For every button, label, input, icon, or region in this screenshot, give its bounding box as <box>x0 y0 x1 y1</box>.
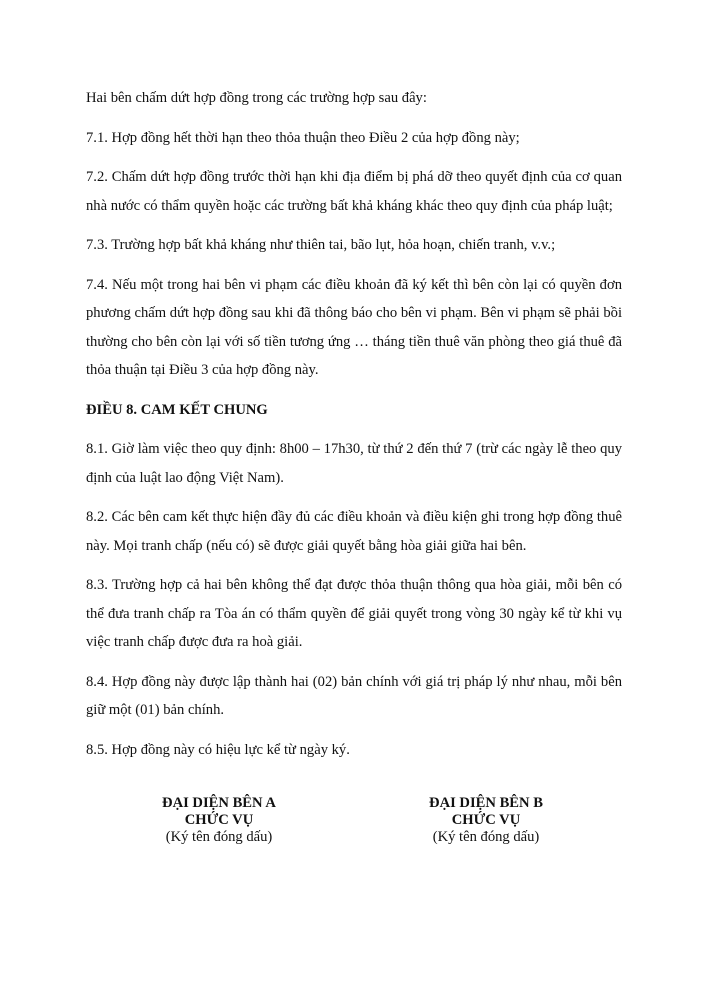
clause-7-4: 7.4. Nếu một trong hai bên vi phạm các điều khoản đã ký kết thì bên còn lại có quyền đơn phương chấm dứt hợp đồng sau khi đã thông báo cho bên vi phạm. Bên vi phạm sẽ phải bồi thường cho bên còn lại với số tiền tương ứng … tháng tiền thuê văn phòng theo giá thuê đã thỏa thuận tại Điều 3 của hợp đồng này. <box>86 276 622 378</box>
signature-party-b <box>356 795 616 846</box>
clause-8-2: 8.2. Các bên cam kết thực hiện đầy đủ các điều khoản và điều kiện ghi trong hợp đồng thuê này. Mọi tranh chấp (nếu có) sẽ được giải quyết bằng hòa giải giữa hai bên. <box>86 509 622 554</box>
signature-party-a <box>89 795 349 846</box>
party-b-position: CHỨC VỤ <box>451 812 521 828</box>
party-b-note: (Ký tên đóng dấu) <box>432 829 540 845</box>
intro-paragraph: Hai bên chấm dứt hợp đồng trong các trường hợp sau đây: <box>86 90 427 106</box>
clause-7-3: 7.3. Trường hợp bất khả kháng như thiên tai, bão lụt, hỏa hoạn, chiến tranh, v.v.; <box>86 237 556 253</box>
signature-section <box>0 795 708 855</box>
clause-8-5: 8.5. Hợp đồng này có hiệu lực kể từ ngày ký. <box>86 741 350 758</box>
article-8-heading: ĐIỀU 8. CAM KẾT CHUNG <box>86 401 268 418</box>
clause-8-3: 8.3. Trường hợp cả hai bên không thể đạt được thỏa thuận thông qua hòa giải, mỗi bên có thể đưa tranh chấp ra Tòa án có thẩm quyền để giải quyết trong vòng 30 ngày kể từ khi vụ việc tranh chấp được đưa ra hoà giải. <box>86 577 622 650</box>
party-a-position: CHỨC VỤ <box>184 812 254 828</box>
clause-8-4: 8.4. Hợp đồng này được lập thành hai (02) bản chính với giá trị pháp lý như nhau, mỗi bên giữ một (01) bản chính. <box>86 673 622 718</box>
clause-7-2: 7.2. Chấm dứt hợp đồng trước thời hạn khi địa điểm bị phá dỡ theo quyết định của cơ quan nhà nước có thẩm quyền hoặc các trường bất khả kháng khác theo quy định của pháp luật; <box>86 169 622 214</box>
clause-7-1: 7.1. Hợp đồng hết thời hạn theo thỏa thuận theo Điều 2 của hợp đồng này; <box>86 129 520 146</box>
party-a-note: (Ký tên đóng dấu) <box>165 829 273 845</box>
document-body <box>86 84 622 775</box>
party-b-title: ĐẠI DIỆN BÊN B <box>429 795 543 811</box>
party-a-title: ĐẠI DIỆN BÊN A <box>162 795 276 811</box>
clause-8-1: 8.1. Giờ làm việc theo quy định: 8h00 – 17h30, từ thứ 2 đến thứ 7 (trừ các ngày lễ theo quy định của luật lao động Việt Nam). <box>86 441 622 486</box>
